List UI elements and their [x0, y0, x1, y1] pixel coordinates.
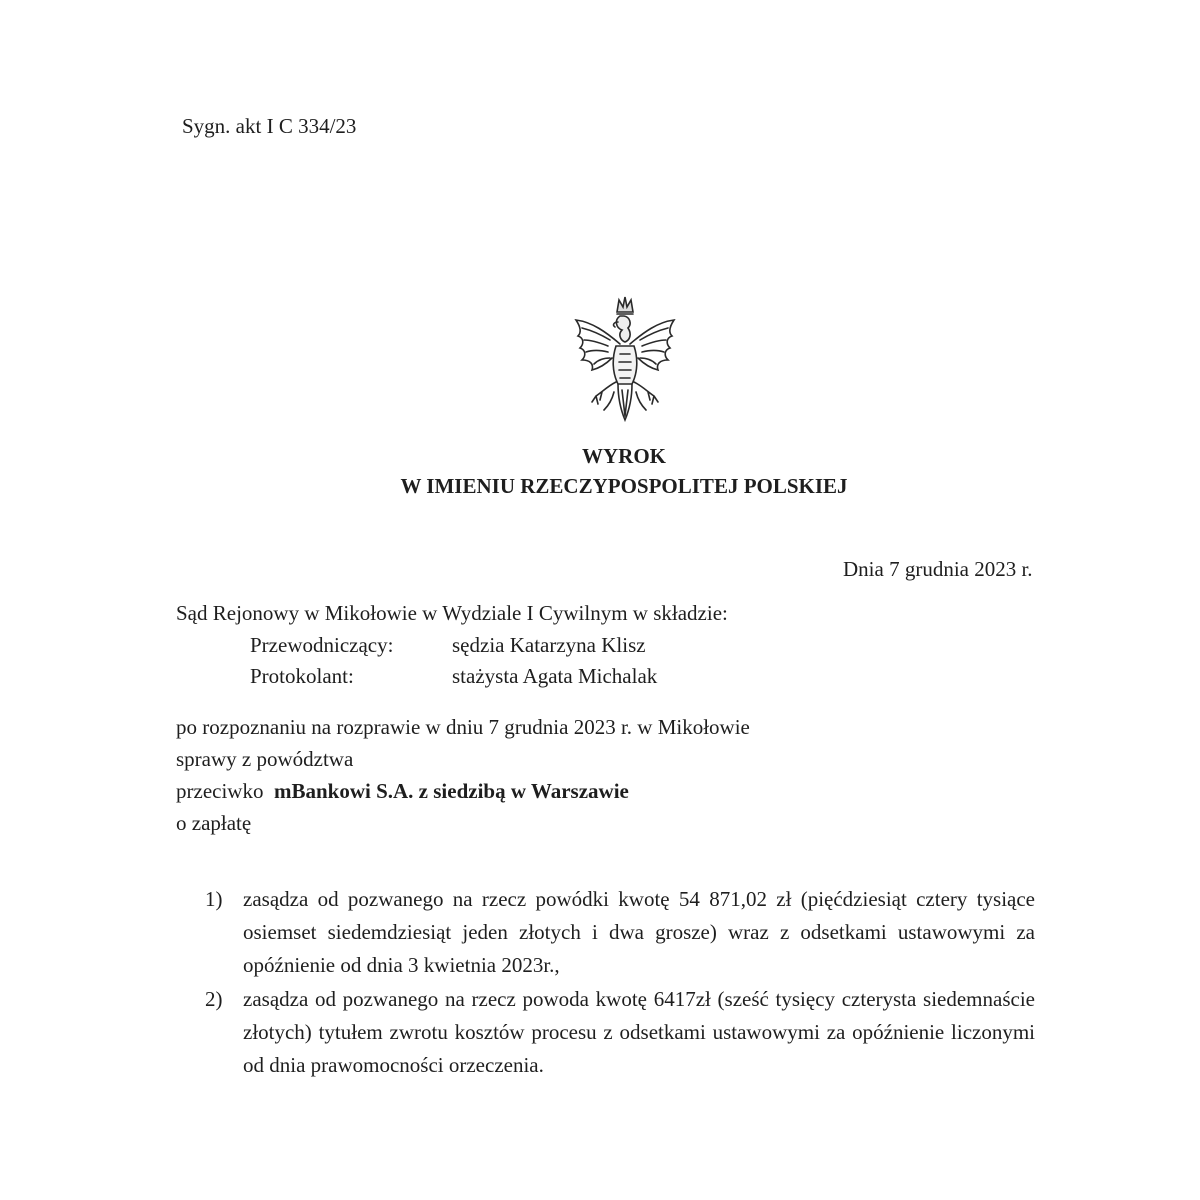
proceedings-line: po rozpoznaniu na rozprawie w dniu 7 grudnia 2023 r. w Mikołowie	[176, 715, 750, 739]
judgment-date: Dnia 7 grudnia 2023 r.	[843, 557, 1033, 581]
judgment-subtitle: W IMIENIU RZECZYPOSPOLITEJ POLSKIEJ	[400, 474, 848, 498]
ruling-item	[205, 983, 1035, 1082]
ruling-text: zasądza od pozwanego na rzecz powoda kwotę 6417zł (sześć tysięcy czterysta siedemnaście złotych) tytułem zwrotu kosztów procesu z odsetkami ustawowymi za opóźnienie liczonymi od dnia prawomocności orzeczenia.	[243, 987, 1035, 1077]
clerk-name: stażysta Agata Michalak	[452, 664, 658, 688]
presiding-judge-label: Przewodniczący:	[250, 633, 394, 657]
judgment-title: WYROK	[582, 444, 666, 468]
defendant-line	[176, 775, 629, 807]
ruling-text: zasądza od pozwanego na rzecz powódki kwotę 54 871,02 zł (pięćdziesiąt cztery tysiące osiemset siedemdziesiąt jeden złotych i dwa grosze) wraz z odsetkami ustawowymi za opóźnienie od dnia 3 kwietnia 2023r.,	[243, 887, 1035, 977]
polish-eagle-emblem-icon	[562, 292, 688, 426]
ruling-item	[205, 883, 1035, 982]
defendant-name: mBankowi S.A. z siedzibą w Warszawie	[273, 779, 629, 803]
court-composition-intro: Sąd Rejonowy w Mikołowie w Wydziale I Cywilnym w składzie:	[176, 601, 728, 625]
case-subject: o zapłatę	[176, 811, 252, 835]
ruling-number: 2)	[205, 987, 223, 1011]
case-signature: Sygn. akt I C 334/23	[182, 114, 357, 138]
claim-line: sprawy z powództwa	[176, 747, 354, 771]
against-prefix: przeciwko	[176, 779, 264, 803]
presiding-judge-name: sędzia Katarzyna Klisz	[452, 633, 646, 657]
clerk-label: Protokolant:	[250, 664, 354, 688]
ruling-number: 1)	[205, 887, 223, 911]
